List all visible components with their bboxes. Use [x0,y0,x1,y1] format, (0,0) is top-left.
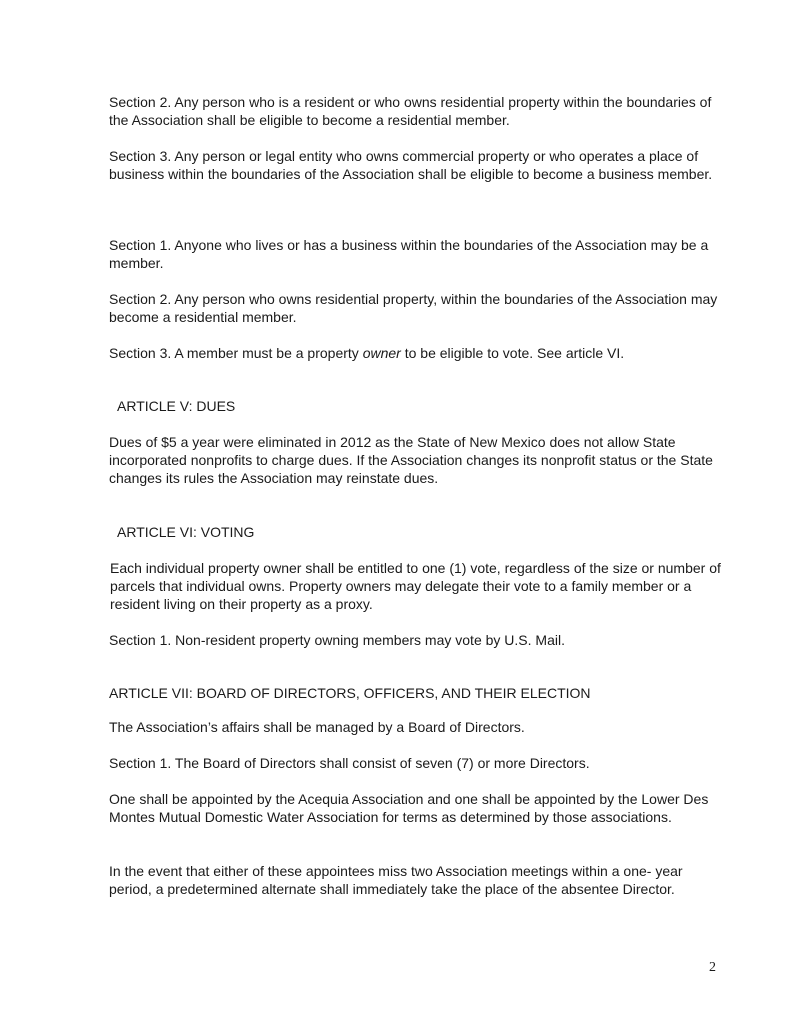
article-vii-heading: ARTICLE VII: BOARD OF DIRECTORS, OFFICERS, AND THEIR ELECTION [109,685,591,701]
voting-text-before: Section 3. A member must be a property [109,345,363,361]
article-v-body: Dues of $5 a year were eliminated in 2012 as the State of New Mexico does not allow State incorporated nonprofits to charge dues. If the Association changes its nonprofit status or the State changes its rules the Association may reinstate dues. [109,434,713,486]
article-vii-section-1: Section 1. The Board of Directors shall consist of seven (7) or more Directors. [109,755,590,771]
article-vi-heading: ARTICLE VI: VOTING [117,524,255,540]
article-vii-appointees: One shall be appointed by the Acequia Association and one shall be appointed by the Lower Des Montes Mutual Domestic Water Association for terms as determined by those associations. [109,791,709,825]
paragraph-section-2-residential: Section 2. Any person who is a resident or who owns residential property within the boundaries of the Association shall be eligible to become a residential member. [109,94,712,128]
article-vi-body: Each individual property owner shall be entitled to one (1) vote, regardless of the size or number of parcels that individual owns. Property owners may delegate their vote to a family member or a resident living on their property as a proxy. [110,560,721,612]
article-v-heading: ARTICLE V: DUES [117,398,236,414]
paragraph-section-1-membership: Section 1. Anyone who lives or has a business within the boundaries of the Association may be a member. [109,237,709,271]
voting-text-emphasis: owner [362,345,401,361]
page-number: 2 [709,960,716,975]
article-vi-section-1: Section 1. Non-resident property owning members may vote by U.S. Mail. [109,632,565,648]
article-vii-intro: The Association’s affairs shall be managed by a Board of Directors. [109,719,525,735]
paragraph-section-3-business: Section 3. Any person or legal entity who owns commercial property or who operates a place of business within the boundaries of the Association shall be eligible to become a business member. [109,148,713,182]
paragraph-section-3-voting-eligibility [109,344,729,362]
paragraph-section-2-residential-member: Section 2. Any person who owns residential property, within the boundaries of the Association may become a residential member. [109,291,718,325]
article-vii-absentee: In the event that either of these appointees miss two Association meetings within a one- year period, a predetermined alternate shall immediately take the place of the absentee Director. [109,863,683,897]
voting-text-after: to be eligible to vote. See article VI. [400,345,625,361]
